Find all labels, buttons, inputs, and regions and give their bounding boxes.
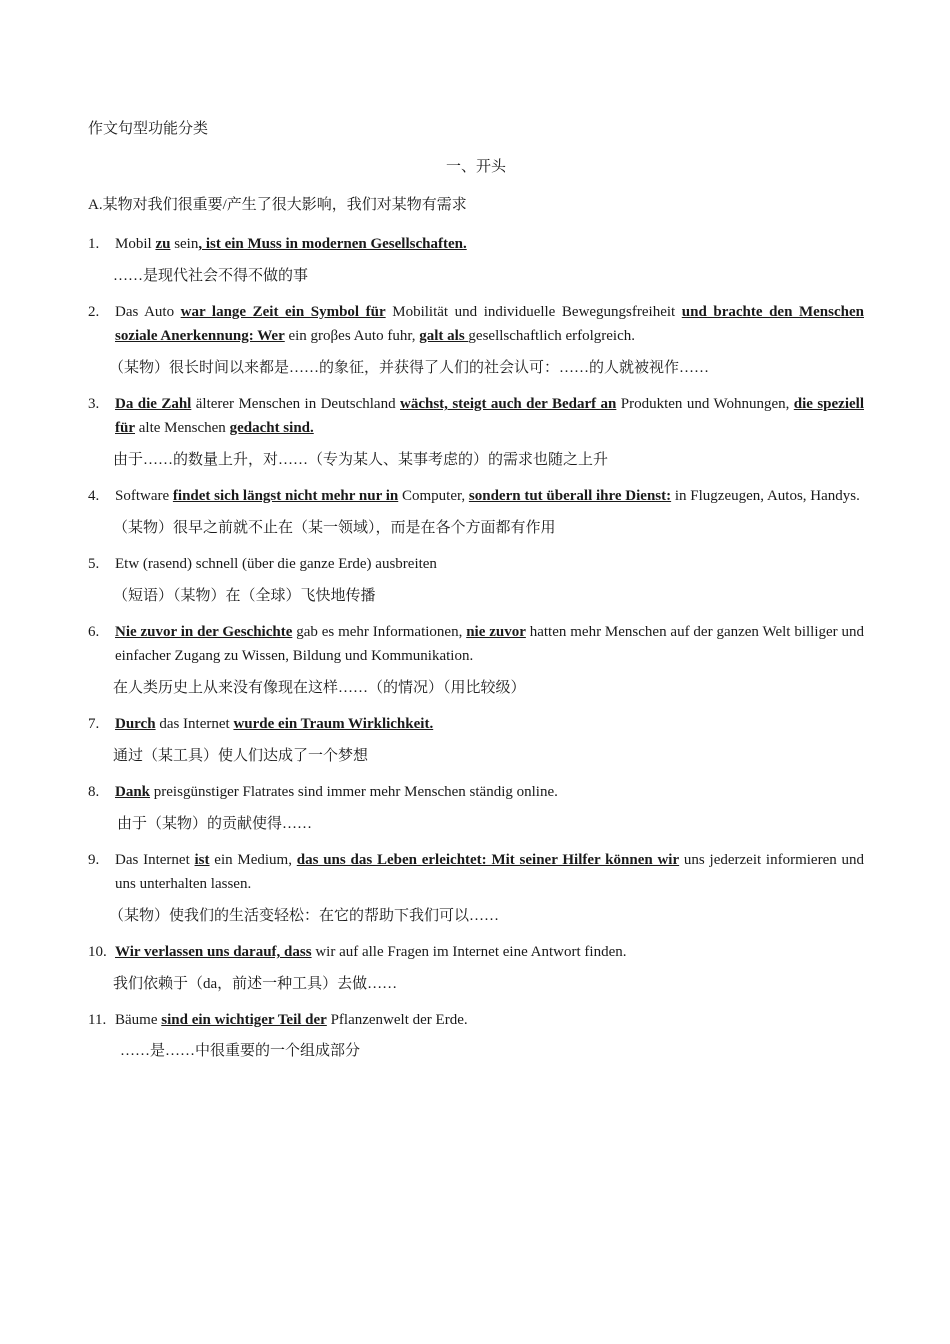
chinese-explanation: 由于……的数量上升，对……（专为某人、某事考虑的）的需求也随之上升 [113,452,609,468]
sentence-text: das Internet [155,716,234,732]
key-phrase: gedacht sind. [229,420,314,436]
sentence-item-10 [88,940,864,995]
sentence-item-11 [88,1008,864,1062]
key-phrase: Nie zuvor in der Geschichte [115,624,293,640]
key-phrase: war lange Zeit ein Symbol für [180,304,386,320]
sentence-text: Software [115,488,173,504]
key-phrase: , ist ein Muss in modernen Gesellschaften. [198,236,467,252]
chinese-explanation: 我们依赖于（da，前述一种工具）去做…… [113,976,398,992]
chinese-explanation: ……是……中很重要的一个组成部分 [120,1043,361,1059]
document-title: 作文句型功能分类 [88,121,209,137]
sentence-text: Pflanzenwelt der Erde. [326,1012,468,1028]
sentence-text: hatten mehr Menschen auf der ganzen Welt billiger und einfacher Zugang zu Wissen, Bildung und Kommunikation. [115,624,864,664]
chinese-explanation: ……是现代社会不得不做的事 [113,268,309,284]
sentence-text: preisgünstiger Flatrates sind immer mehr Menschen ständig online. [150,784,558,800]
sentence-item-8 [88,780,864,835]
key-phrase: sind ein wichtiger Teil der [161,1012,327,1028]
sentence-text: älterer Menschen in Deutschland [191,396,400,412]
sentence-text: alte Menschen [135,420,230,436]
chinese-explanation: （某物）很早之前就不止在（某一领域），而是在各个方面都有作用 [113,520,556,536]
key-phrase: die speziell für [115,396,865,436]
sentence-text: gab es mehr Informationen, [292,624,467,640]
key-phrase: Da die Zahl [115,396,192,412]
german-sentence [115,232,864,256]
section-heading: 一、开头 [445,159,506,175]
german-sentence [115,484,864,508]
german-sentence [115,940,864,964]
item-number: 1. [88,236,100,252]
key-phrase: Wir verlassen uns darauf, dass [115,944,312,960]
item-number: 2. [88,304,100,320]
sentence-text: Etw (rasend) schnell (über die ganze Erde) ausbreiten [115,556,437,572]
sentence-text: Mobil [115,236,156,252]
sentence-item-6 [88,620,864,699]
chinese-explanation: 通过（某工具）使人们达成了一个梦想 [113,748,369,764]
item-number: 10. [88,944,107,960]
key-phrase: und brachte den Menschen soziale Anerkennung: Wer [115,304,864,344]
sentence-item-2 [88,300,864,379]
sentence-text: Produkten und Wohnungen, [616,396,794,412]
chinese-explanation: 由于（某物）的贡献使得…… [117,816,313,832]
document-page [88,118,864,1075]
item-number: 4. [88,488,100,504]
key-phrase: wächst, steigt auch der Bedarf an [400,396,617,412]
sentence-text: in Flugzeugen, Autos, Handys. [671,488,860,504]
key-phrase: zu [155,236,171,252]
german-sentence [115,712,864,736]
sentence-item-3 [88,392,864,471]
german-sentence [115,780,864,804]
key-phrase: wurde ein Traum Wirklichkeit. [233,716,434,732]
sentence-item-7 [88,712,864,767]
sentence-text: ein Medium, [209,852,297,868]
key-phrase: findet sich längst nicht mehr nur in [172,488,399,504]
item-number: 3. [88,396,100,412]
item-number: 7. [88,716,100,732]
sentence-text: Bäume [115,1012,162,1028]
item-number: 11. [88,1012,107,1028]
sentence-text: sein [170,236,199,252]
sentence-item-9 [88,848,864,927]
item-number: 9. [88,852,100,868]
item-number: 5. [88,556,100,572]
chinese-explanation: （短语）（某物）在（全球）飞快地传播 [113,588,376,604]
chinese-explanation: 在人类历史上从来没有像现在这样……（的情况）（用比较级） [113,680,526,696]
key-phrase: galt als [419,328,469,344]
sentence-text: gesellschaftlich erfolgreich. [468,328,636,344]
key-phrase: Durch [115,716,156,732]
sentence-item-1 [88,232,864,287]
german-sentence [115,300,864,348]
chinese-explanation: （某物）使我们的生活变轻松：在它的帮助下我们可以…… [109,908,500,924]
german-sentence [115,392,864,440]
chinese-explanation: （某物）很长时间以来都是……的象征，并获得了人们的社会认可：……的人就被视作…… [109,360,710,376]
sentence-text: Computer, [398,488,469,504]
german-sentence [115,620,864,668]
item-number: 6. [88,624,100,640]
key-phrase: Dank [115,784,151,800]
sentence-item-5 [88,552,864,607]
sentence-item-4 [88,484,864,539]
german-sentence [115,552,864,576]
item-number: 8. [88,784,100,800]
key-phrase: ist [194,852,210,868]
key-phrase: sondern tut überall ihre Dienst: [468,488,672,504]
sentence-text: wir auf alle Fragen im Internet eine Antwort finden. [311,944,627,960]
subsection-heading: A.某物对我们很重要/产生了很大影响，我们对某物有需求 [88,197,467,213]
sentence-text: uns jederzeit informieren und uns unterhalten lassen. [115,852,864,892]
sentence-text: Das Auto [115,304,181,320]
key-phrase: das uns das Leben erleichtet: Mit seiner Hilfer können wir [296,852,680,868]
sentence-text: Mobilität und individuelle Bewegungsfreiheit [385,304,682,320]
key-phrase: nie zuvor [466,624,526,640]
sentence-text: Das Internet [115,852,195,868]
german-sentence [115,848,864,896]
sentence-text: ein groβes Auto fuhr, [284,328,420,344]
german-sentence [115,1008,864,1032]
